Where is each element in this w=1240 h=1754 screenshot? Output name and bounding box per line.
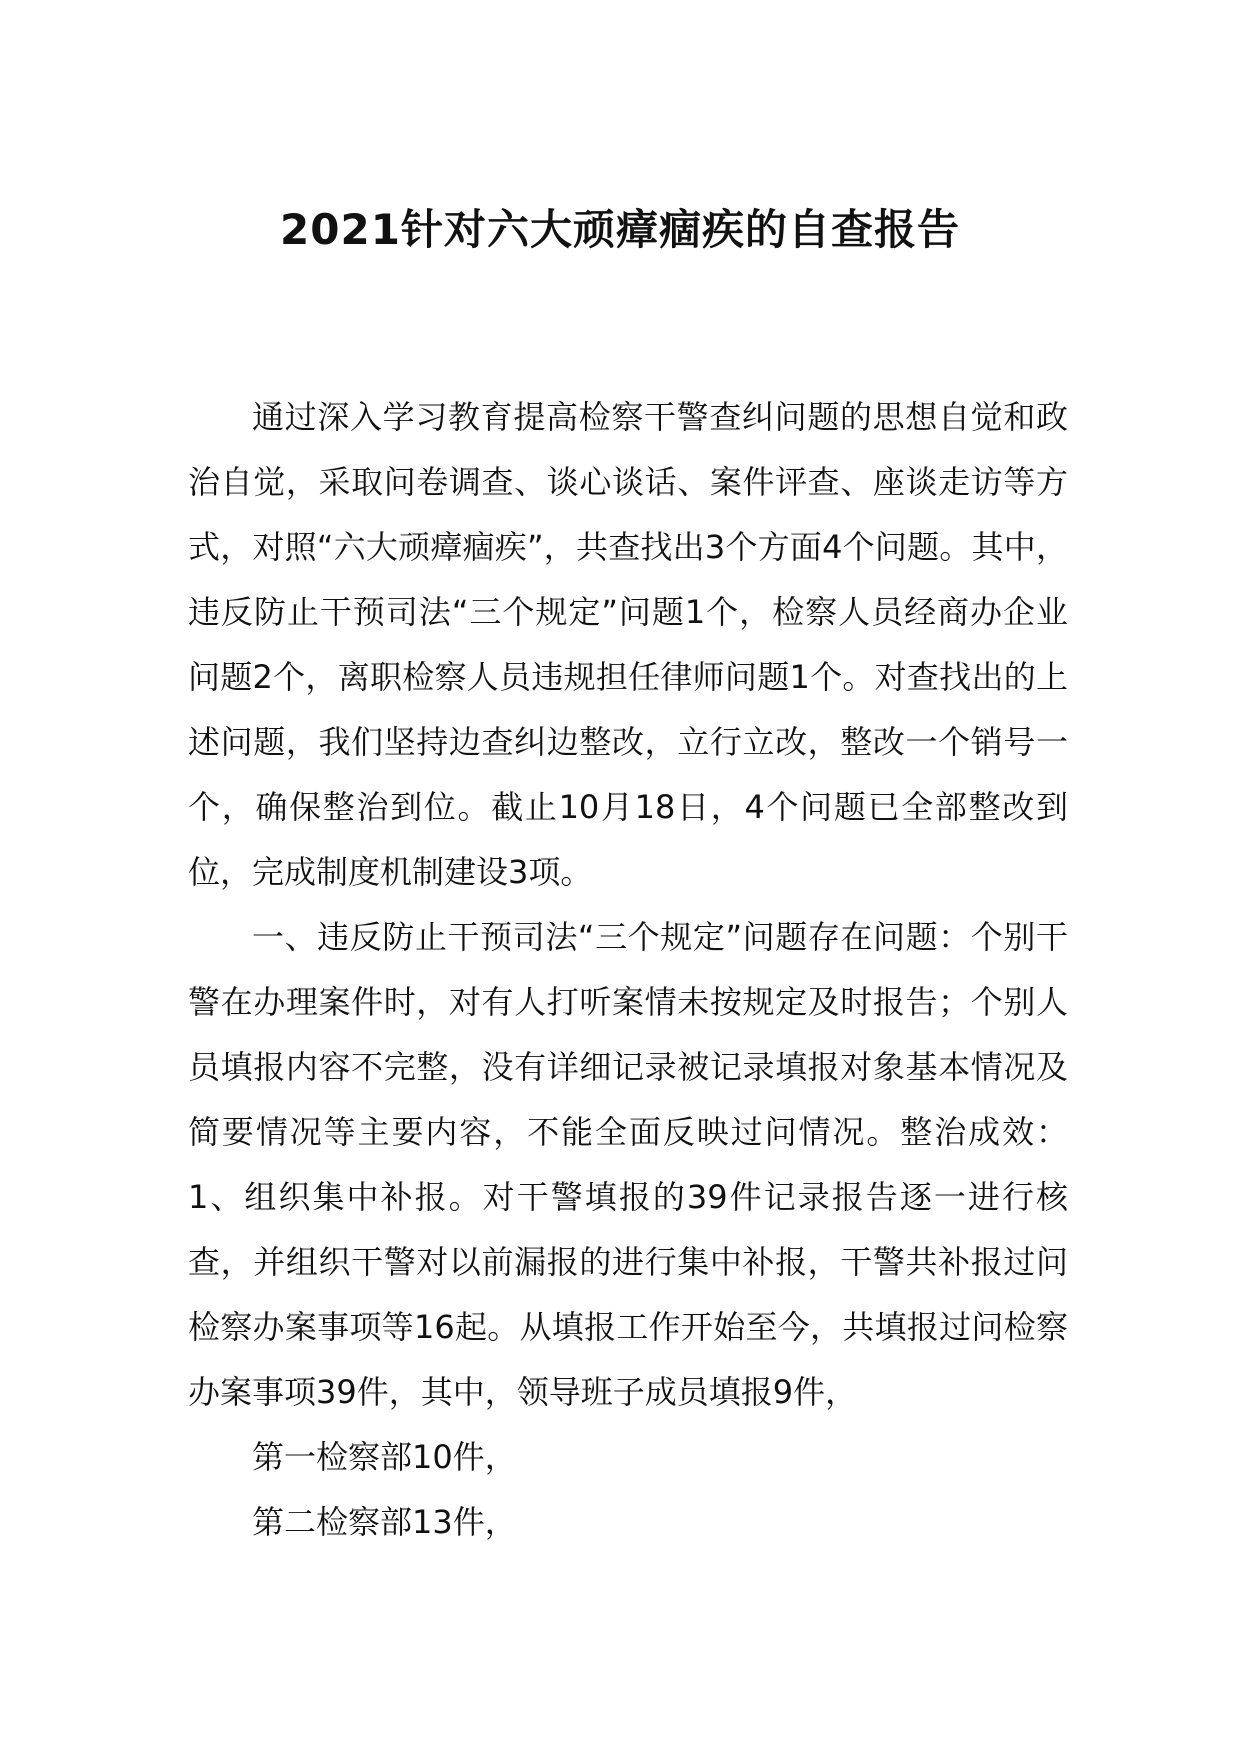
paragraph-intro: 通过深入学习教育提高检察干警查纠问题的思想自觉和政治自觉，采取问卷调查、谈心谈话、案件评查、座谈走访等方式，对照“六大顽瘴痼疾”，共查找出3个方面4个问题。其中，违反防止干预司法“三个规定”问题1个，检察人员经商办企业问题2个，离职检察人员违规担任律师问题1个。对查找出的上述问题，我们坚持边查纠边整改，立行立改，整改一个销号一个，确保整治到位。截止10月18日，4个问题已全部整改到位，完成制度机制建设3项。 <box>188 398 1068 891</box>
document-title: 2021针对六大顽瘴痼疾的自查报告 <box>280 205 960 254</box>
document-body <box>188 385 1068 1555</box>
paragraph-section-one: 一、违反防止干预司法“三个规定”问题存在问题：个别干警在办理案件时，对有人打听案情未按规定及时报告；个别人员填报内容不完整，没有详细记录被记录填报对象基本情况及简要情况等主要内容，不能全面反映过问情况。整治成效：1、组织集中补报。对干警填报的39件记录报告逐一进行核查，并组织干警对以前漏报的进行集中补报，干警共补报过问检察办案事项等16起。从填报工作开始至今，共填报过问检察办案事项39件，其中，领导班子成员填报9件， <box>188 918 1068 1411</box>
list-item-first-department: 第一检察部10件， <box>252 1438 517 1476</box>
list-item-second-department: 第二检察部13件， <box>252 1503 517 1541</box>
